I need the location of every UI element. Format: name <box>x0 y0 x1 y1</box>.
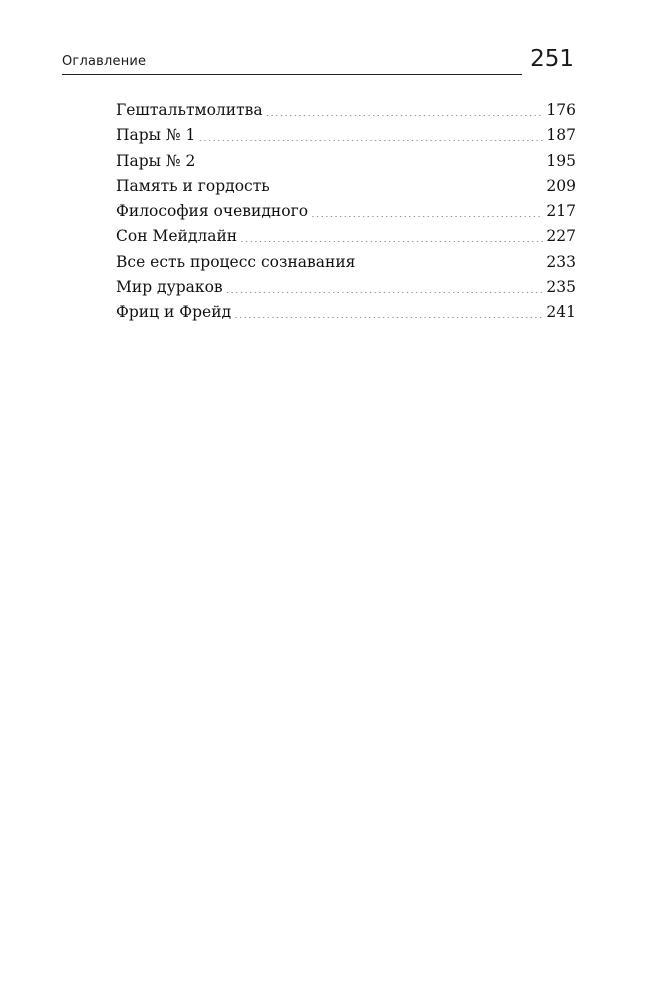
toc-entry-page: 195 <box>546 151 576 170</box>
toc-entry-page: 227 <box>546 227 576 246</box>
toc-entry <box>116 300 576 325</box>
header-rule <box>62 74 522 75</box>
toc-entry-page: 233 <box>546 252 576 271</box>
toc-entry <box>116 250 576 275</box>
toc-entry-title: Все есть процесс сознавания <box>116 252 356 271</box>
toc-entry-page: 217 <box>546 202 576 221</box>
toc-entry <box>116 174 576 199</box>
toc-entry-page: 241 <box>546 303 576 322</box>
toc-dot-leader <box>273 176 544 192</box>
toc-dot-leader <box>358 252 543 268</box>
toc-entry-title: Пары № 2 <box>116 151 196 170</box>
toc-dot-leader <box>198 151 543 167</box>
toc-entry <box>116 123 576 148</box>
toc-entry <box>116 199 576 224</box>
toc-entry <box>116 98 576 123</box>
toc-entry-page: 187 <box>546 126 576 145</box>
toc-entry-page: 209 <box>546 176 576 195</box>
table-of-contents <box>116 98 576 326</box>
toc-entry-page: 235 <box>546 278 576 297</box>
toc-entry <box>116 224 576 249</box>
toc-dot-leader <box>226 277 544 293</box>
toc-entry-title: Память и гордость <box>116 176 270 195</box>
toc-entry-title: Сон Мейдлайн <box>116 227 238 246</box>
toc-entry-title: Философия очевидного <box>116 202 309 221</box>
toc-entry-title: Мир дураков <box>116 278 223 297</box>
running-header <box>62 42 574 78</box>
toc-dot-leader <box>266 100 544 116</box>
toc-entry <box>116 149 576 174</box>
toc-entry <box>116 275 576 300</box>
toc-entry-page: 176 <box>546 101 576 119</box>
toc-dot-leader <box>311 201 543 217</box>
toc-entry-title: Пары № 1 <box>116 126 196 145</box>
toc-entry-title: Фриц и Фрейд <box>116 303 232 322</box>
toc-entry-title: Гештальтмолитва <box>116 101 263 119</box>
toc-dot-leader <box>198 125 543 141</box>
page-number: 251 <box>530 46 574 72</box>
toc-dot-leader <box>234 302 543 318</box>
running-header-title: Оглавление <box>62 54 147 69</box>
toc-dot-leader <box>240 226 543 242</box>
